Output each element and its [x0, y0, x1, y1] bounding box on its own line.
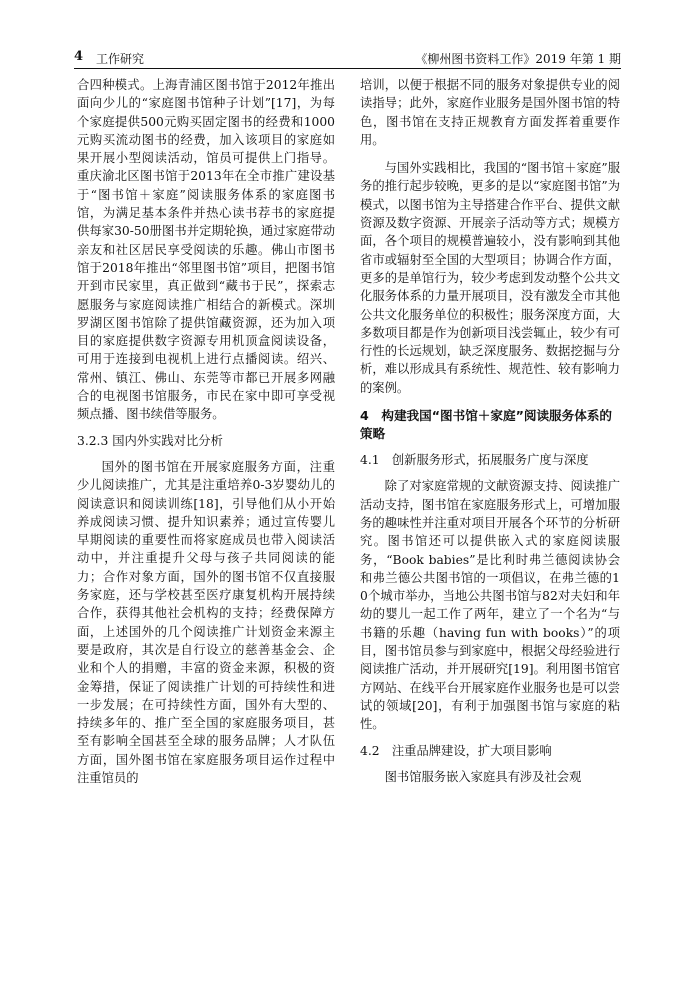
left-column [77, 76, 335, 787]
left-paragraph-1: 合四种模式。上海青浦区图书馆于2012年推出面向少儿的“家庭图书馆种子计划”[17]，为每个家庭提供500元购买固定图书的经费和1000元购买流动图书的经费，加入该项目的家庭如果开展小型阅读活动，馆员可提供上门指导。重庆渝北区图书馆于2013年在全市推广建设基于“图书馆＋家庭”阅读服务体系的家庭图书馆，为满足基本条件并热心读书荐书的家庭提供每家30-50册图书并定期轮换，通过家庭带动亲友和社区居民享受阅读的乐趣。佛山市图书馆于2018年推出“邻里图书馆”项目，把图书馆开到市民家里，真正做到“藏书于民”，探索志愿服务与家庭阅读推广相结合的新模式。深圳罗湖区图书馆除了提供馆藏资源，还为加入项目的家庭提供数字资源专用机顶盒阅读设备，可用于连接到电视机上进行点播阅读。绍兴、常州、镇江、佛山、东莞等市都已开展多网融合的电视图书馆服务，市民在家中即可享受视频点播、图书续借等服务。 [77, 78, 335, 422]
header-rule [74, 68, 621, 69]
right-paragraph-3: 除了对家庭常规的文献资源支持、阅读推广活动支持，图书馆在家庭服务形式上，可增加服务的趣味性并注重对项目开展各个环节的分析研究。图书馆还可以提供嵌入式的家庭阅读服务，“Book babies”是比利时弗兰德阅读协会和弗兰德公共图书馆的一项倡议，在弗兰德的10个城市举办，当地公共图书馆与82对夫妇和年幼的婴儿一起工作了两年，建立了一个名为“与书籍的乐趣（having fun with books）”的项目，图书馆员参与到家庭中，根据父母经验进行阅读推广活动，并开展研究[19]。利用图书馆官方网站、在线平台开展家庭作业服务也是可以尝试的领域[20]，有利于加强图书馆与家庭的粘性。 [360, 479, 620, 732]
section-heading-4: 4 构建我国“图书馆＋家庭”阅读服务体系的策略 [360, 408, 613, 442]
left-paragraph-2: 国外的图书馆在开展家庭服务方面，注重少儿阅读推广，尤其是注重培养0-3岁婴幼儿的阅读意识和阅读训练[18]，引导他们从小开始养成阅读习惯、提升知识素养；通过宣传婴儿早期阅读的重要性而将家庭成员也带入阅读活动中，并注重提升父母与孩子共同阅读的能力；合作对象方面，国外的图书馆不仅直接服务家庭，还与学校甚至医疗康复机构开展持续合作，获得其他社会机构的支持；经费保障方面，上述国外的几个阅读推广计划资金来源主要是政府，其次是自行设立的慈善基金会、企业和个人的捐赠，丰富的资金来源，积极的资金筹措，保证了阅读推广计划的可持续性和进一步发展；在可持续性方面，国外有大型的、持续多年的、推广至全国的家庭服务项目，甚至有影响全国甚至全球的服务品牌；人才队伍方面，国外图书馆在家庭服务项目运作过程中注重馆员的 [77, 459, 335, 785]
journal-title: 《柳州图书资料工作》2019 年第 1 期 [415, 52, 621, 66]
subsection-heading-3-2-3: 3.2.3 国内外实践对比分析 [77, 433, 223, 448]
right-paragraph-2: 与国外实践相比，我国的“图书馆＋家庭”服务的推行起步较晚，更多的是以“家庭图书馆”为模式，以图书馆为主导搭建合作平台、提供文献资源及数字资源、开展亲子活动等方式；规模方面，各个项目的规模普遍较小，没有影响到其他省市或辐射至全国的大型项目；协调合作方面，更多的是单馆行为，较少考虑到发动整个公共文化服务体系的力量开展项目，没有激发全市其他公共文化服务单位的积极性；服务深度方面，大多数项目都是作为创新项目浅尝辄止，较少有可行性的长远规划，缺乏深度服务、数据挖掘与分析，难以形成具有系统性、规范性、较有影响力的案例。 [360, 161, 620, 395]
right-paragraph-4: 图书馆服务嵌入家庭具有涉及社会观 [384, 769, 582, 784]
subsection-heading-4-2: 4.2 注重品牌建设，扩大项目影响 [360, 743, 552, 758]
right-paragraph-1: 培训，以便于根据不同的服务对象提供专业的阅读指导；此外，家庭作业服务是国外图书馆的特色，图书馆在支持正规教育方面发挥着重要作用。 [360, 78, 620, 147]
right-column [360, 76, 620, 786]
page-number: 4 [74, 49, 84, 64]
section-label: 工作研究 [96, 52, 145, 66]
subsection-heading-4-1: 4.1 创新服务形式，拓展服务广度与深度 [360, 453, 589, 468]
